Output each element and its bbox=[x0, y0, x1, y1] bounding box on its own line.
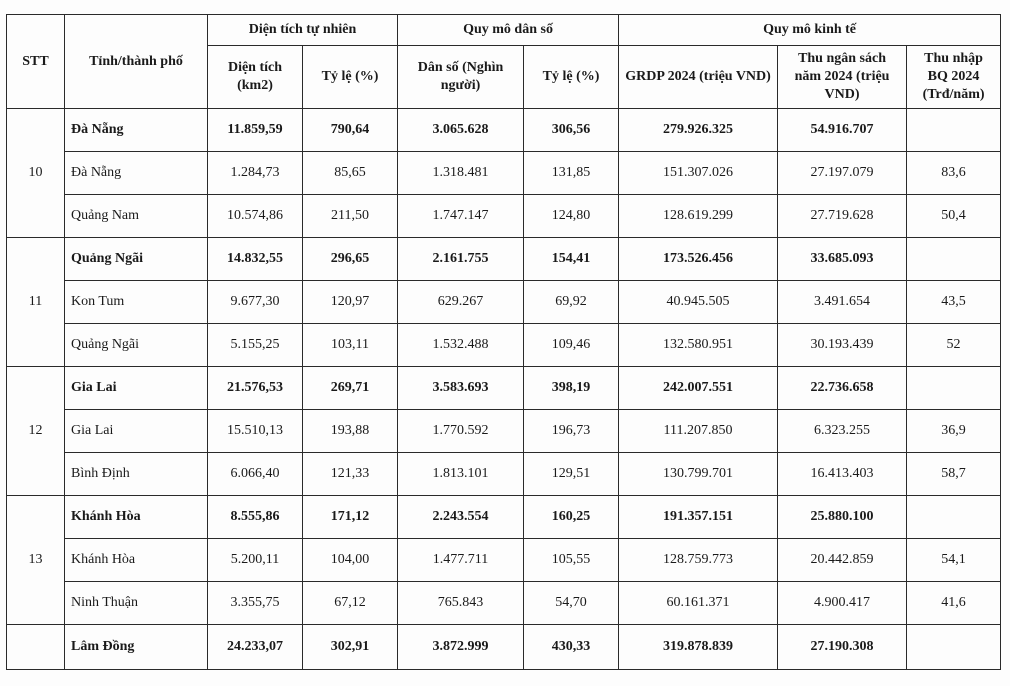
dien-tich-cell: 11.859,59 bbox=[208, 109, 303, 152]
ty-le-dt-cell: 104,00 bbox=[303, 539, 398, 582]
dien-tich-cell: 1.284,73 bbox=[208, 152, 303, 195]
dan-so-cell: 629.267 bbox=[398, 281, 524, 324]
header-area-ratio: Tỷ lệ (%) bbox=[303, 46, 398, 109]
stt-cell: 10 bbox=[7, 109, 65, 238]
table-row bbox=[7, 195, 1001, 238]
dien-tich-cell: 5.200,11 bbox=[208, 539, 303, 582]
dien-tich-cell: 3.355,75 bbox=[208, 582, 303, 625]
ty-le-dt-cell: 211,50 bbox=[303, 195, 398, 238]
table-header bbox=[7, 15, 1001, 109]
ty-le-dt-cell: 67,12 bbox=[303, 582, 398, 625]
grdp-cell: 151.307.026 bbox=[619, 152, 778, 195]
dien-tich-cell: 14.832,55 bbox=[208, 238, 303, 281]
grdp-cell: 111.207.850 bbox=[619, 410, 778, 453]
province-name-cell: Quảng Ngãi bbox=[65, 238, 208, 281]
stt-cell: 11 bbox=[7, 238, 65, 367]
stt-cell: 13 bbox=[7, 496, 65, 625]
ty-le-dt-cell: 85,65 bbox=[303, 152, 398, 195]
grdp-cell: 132.580.951 bbox=[619, 324, 778, 367]
thu-nhap-cell: 41,6 bbox=[907, 582, 1001, 625]
header-grdp: GRDP 2024 (triệu VND) bbox=[619, 46, 778, 109]
province-name-cell: Gia Lai bbox=[65, 410, 208, 453]
province-name-cell: Quảng Nam bbox=[65, 195, 208, 238]
dien-tich-cell: 8.555,86 bbox=[208, 496, 303, 539]
thu-nhap-cell: 36,9 bbox=[907, 410, 1001, 453]
province-name-cell: Khánh Hòa bbox=[65, 539, 208, 582]
ty-le-dt-cell: 120,97 bbox=[303, 281, 398, 324]
table-row bbox=[7, 238, 1001, 281]
thu-nhap-cell bbox=[907, 496, 1001, 539]
thu-ns-cell: 27.190.308 bbox=[778, 625, 907, 670]
dien-tich-cell: 9.677,30 bbox=[208, 281, 303, 324]
thu-ns-cell: 30.193.439 bbox=[778, 324, 907, 367]
grdp-cell: 173.526.456 bbox=[619, 238, 778, 281]
table-row bbox=[7, 453, 1001, 496]
grdp-cell: 128.759.773 bbox=[619, 539, 778, 582]
province-name-cell: Lâm Đồng bbox=[65, 625, 208, 670]
stt-cell: 12 bbox=[7, 367, 65, 496]
province-name-cell: Ninh Thuận bbox=[65, 582, 208, 625]
province-name-cell: Đà Nẵng bbox=[65, 109, 208, 152]
table-row bbox=[7, 324, 1001, 367]
dien-tich-cell: 5.155,25 bbox=[208, 324, 303, 367]
ty-le-dt-cell: 103,11 bbox=[303, 324, 398, 367]
ty-le-dt-cell: 193,88 bbox=[303, 410, 398, 453]
ty-le-ds-cell: 131,85 bbox=[524, 152, 619, 195]
table-row bbox=[7, 582, 1001, 625]
thu-ns-cell: 27.719.628 bbox=[778, 195, 907, 238]
table-row bbox=[7, 152, 1001, 195]
table-row bbox=[7, 410, 1001, 453]
dien-tich-cell: 15.510,13 bbox=[208, 410, 303, 453]
dan-so-cell: 1.477.711 bbox=[398, 539, 524, 582]
ty-le-ds-cell: 54,70 bbox=[524, 582, 619, 625]
ty-le-ds-cell: 129,51 bbox=[524, 453, 619, 496]
province-name-cell: Khánh Hòa bbox=[65, 496, 208, 539]
ty-le-ds-cell: 69,92 bbox=[524, 281, 619, 324]
thu-ns-cell: 54.916.707 bbox=[778, 109, 907, 152]
table-row bbox=[7, 367, 1001, 410]
grdp-cell: 40.945.505 bbox=[619, 281, 778, 324]
thu-nhap-cell bbox=[907, 625, 1001, 670]
ty-le-ds-cell: 160,25 bbox=[524, 496, 619, 539]
thu-ns-cell: 3.491.654 bbox=[778, 281, 907, 324]
thu-nhap-cell: 58,7 bbox=[907, 453, 1001, 496]
dien-tich-cell: 10.574,86 bbox=[208, 195, 303, 238]
statistics-table bbox=[6, 14, 1001, 670]
thu-nhap-cell bbox=[907, 238, 1001, 281]
thu-ns-cell: 16.413.403 bbox=[778, 453, 907, 496]
ty-le-dt-cell: 121,33 bbox=[303, 453, 398, 496]
dan-so-cell: 3.583.693 bbox=[398, 367, 524, 410]
dien-tich-cell: 24.233,07 bbox=[208, 625, 303, 670]
grdp-cell: 242.007.551 bbox=[619, 367, 778, 410]
dan-so-cell: 765.843 bbox=[398, 582, 524, 625]
stt-cell bbox=[7, 625, 65, 670]
header-area: Diện tích (km2) bbox=[208, 46, 303, 109]
dan-so-cell: 2.243.554 bbox=[398, 496, 524, 539]
thu-ns-cell: 33.685.093 bbox=[778, 238, 907, 281]
header-budget: Thu ngân sách năm 2024 (triệu VND) bbox=[778, 46, 907, 109]
province-name-cell: Bình Định bbox=[65, 453, 208, 496]
province-name-cell: Đà Nẵng bbox=[65, 152, 208, 195]
grdp-cell: 130.799.701 bbox=[619, 453, 778, 496]
ty-le-dt-cell: 296,65 bbox=[303, 238, 398, 281]
header-group-economy: Quy mô kinh tế bbox=[619, 15, 1001, 46]
province-name-cell: Gia Lai bbox=[65, 367, 208, 410]
ty-le-ds-cell: 154,41 bbox=[524, 238, 619, 281]
header-province: Tỉnh/thành phố bbox=[65, 15, 208, 109]
thu-nhap-cell: 43,5 bbox=[907, 281, 1001, 324]
grdp-cell: 60.161.371 bbox=[619, 582, 778, 625]
dien-tich-cell: 21.576,53 bbox=[208, 367, 303, 410]
table-row bbox=[7, 496, 1001, 539]
header-population: Dân số (Nghìn người) bbox=[398, 46, 524, 109]
table-row bbox=[7, 625, 1001, 670]
header-population-ratio: Tỷ lệ (%) bbox=[524, 46, 619, 109]
thu-nhap-cell: 50,4 bbox=[907, 195, 1001, 238]
thu-nhap-cell bbox=[907, 109, 1001, 152]
thu-ns-cell: 27.197.079 bbox=[778, 152, 907, 195]
header-group-population: Quy mô dân số bbox=[398, 15, 619, 46]
dan-so-cell: 3.065.628 bbox=[398, 109, 524, 152]
province-name-cell: Kon Tum bbox=[65, 281, 208, 324]
header-group-area: Diện tích tự nhiên bbox=[208, 15, 398, 46]
dan-so-cell: 3.872.999 bbox=[398, 625, 524, 670]
thu-ns-cell: 20.442.859 bbox=[778, 539, 907, 582]
grdp-cell: 191.357.151 bbox=[619, 496, 778, 539]
table-row bbox=[7, 539, 1001, 582]
thu-nhap-cell: 52 bbox=[907, 324, 1001, 367]
dien-tich-cell: 6.066,40 bbox=[208, 453, 303, 496]
ty-le-ds-cell: 124,80 bbox=[524, 195, 619, 238]
dan-so-cell: 1.318.481 bbox=[398, 152, 524, 195]
header-income: Thu nhập BQ 2024 (Trđ/năm) bbox=[907, 46, 1001, 109]
province-name-cell: Quảng Ngãi bbox=[65, 324, 208, 367]
ty-le-ds-cell: 105,55 bbox=[524, 539, 619, 582]
ty-le-ds-cell: 109,46 bbox=[524, 324, 619, 367]
ty-le-ds-cell: 430,33 bbox=[524, 625, 619, 670]
ty-le-dt-cell: 790,64 bbox=[303, 109, 398, 152]
grdp-cell: 279.926.325 bbox=[619, 109, 778, 152]
ty-le-dt-cell: 302,91 bbox=[303, 625, 398, 670]
grdp-cell: 128.619.299 bbox=[619, 195, 778, 238]
ty-le-dt-cell: 171,12 bbox=[303, 496, 398, 539]
thu-ns-cell: 22.736.658 bbox=[778, 367, 907, 410]
dan-so-cell: 1.770.592 bbox=[398, 410, 524, 453]
dan-so-cell: 1.747.147 bbox=[398, 195, 524, 238]
ty-le-ds-cell: 306,56 bbox=[524, 109, 619, 152]
thu-nhap-cell: 83,6 bbox=[907, 152, 1001, 195]
dan-so-cell: 2.161.755 bbox=[398, 238, 524, 281]
thu-ns-cell: 4.900.417 bbox=[778, 582, 907, 625]
thu-nhap-cell: 54,1 bbox=[907, 539, 1001, 582]
dan-so-cell: 1.532.488 bbox=[398, 324, 524, 367]
grdp-cell: 319.878.839 bbox=[619, 625, 778, 670]
table-row bbox=[7, 109, 1001, 152]
thu-ns-cell: 6.323.255 bbox=[778, 410, 907, 453]
ty-le-ds-cell: 398,19 bbox=[524, 367, 619, 410]
header-stt: STT bbox=[7, 15, 65, 109]
thu-nhap-cell bbox=[907, 367, 1001, 410]
dan-so-cell: 1.813.101 bbox=[398, 453, 524, 496]
table-row bbox=[7, 281, 1001, 324]
ty-le-ds-cell: 196,73 bbox=[524, 410, 619, 453]
table-body bbox=[7, 109, 1001, 670]
thu-ns-cell: 25.880.100 bbox=[778, 496, 907, 539]
ty-le-dt-cell: 269,71 bbox=[303, 367, 398, 410]
